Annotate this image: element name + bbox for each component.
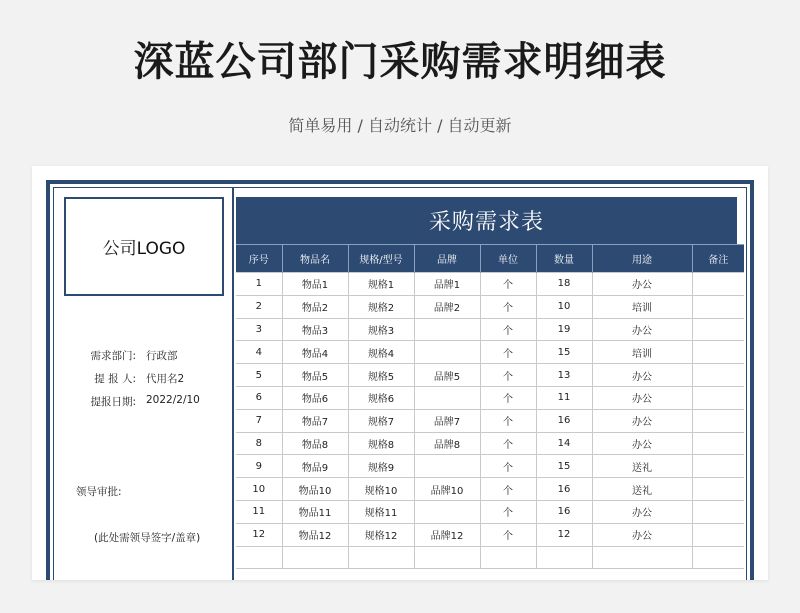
cell-spec: 规格3 — [348, 318, 414, 341]
inner-frame — [53, 187, 747, 580]
cell-quantity: 16 — [536, 478, 592, 501]
dept-label: 需求部门: — [90, 350, 136, 362]
cell-spec: 规格5 — [348, 364, 414, 387]
cell-item-name: 物品5 — [282, 364, 348, 387]
cell-remark — [692, 500, 744, 523]
page-title: 深蓝公司部门采购需求明细表 — [133, 39, 667, 85]
cell-purpose: 办公 — [592, 364, 692, 387]
cell-remark — [692, 386, 744, 409]
cell-remark — [692, 455, 744, 478]
cell-purpose: 送礼 — [592, 478, 692, 501]
cell-item-name: 物品1 — [282, 273, 348, 296]
cell-quantity: 16 — [536, 409, 592, 432]
table-row — [236, 341, 744, 364]
column-header-item-name: 物品名 — [282, 245, 348, 273]
reporter-value: 代用名2 — [146, 373, 185, 385]
cell-item-name: 物品12 — [282, 523, 348, 546]
dept-value: 行政部 — [146, 350, 178, 362]
table-row — [236, 455, 744, 478]
approve-label: 领导审批: — [76, 486, 122, 498]
column-header-remark: 备注 — [692, 245, 744, 273]
cell-brand: 品牌12 — [414, 523, 480, 546]
cell-spec — [348, 546, 414, 569]
column-header-quantity: 数量 — [536, 245, 592, 273]
cell-spec: 规格1 — [348, 273, 414, 296]
cell-quantity: 19 — [536, 318, 592, 341]
cell-unit: 个 — [480, 432, 536, 455]
cell-spec: 规格8 — [348, 432, 414, 455]
cell-remark — [692, 273, 744, 296]
cell-item-name: 物品2 — [282, 295, 348, 318]
cell-index: 8 — [236, 432, 282, 455]
table-row — [236, 432, 744, 455]
cell-brand: 品牌10 — [414, 478, 480, 501]
cell-unit: 个 — [480, 364, 536, 387]
cell-brand — [414, 318, 480, 341]
cell-quantity: 16 — [536, 500, 592, 523]
document-card — [32, 166, 768, 580]
cell-purpose — [592, 546, 692, 569]
cell-quantity: 10 — [536, 295, 592, 318]
cell-index: 4 — [236, 341, 282, 364]
cell-remark — [692, 318, 744, 341]
cell-remark — [692, 478, 744, 501]
cell-index: 6 — [236, 386, 282, 409]
cell-remark — [692, 523, 744, 546]
cell-unit: 个 — [480, 478, 536, 501]
cell-index: 3 — [236, 318, 282, 341]
cell-quantity: 14 — [536, 432, 592, 455]
table-row — [236, 386, 744, 409]
cell-item-name: 物品7 — [282, 409, 348, 432]
table-row — [236, 295, 744, 318]
left-info-panel — [54, 188, 234, 580]
cell-brand — [414, 386, 480, 409]
cell-quantity: 13 — [536, 364, 592, 387]
cell-spec: 规格7 — [348, 409, 414, 432]
purchase-table — [236, 244, 744, 569]
seal-note: (此处需领导签字/盖章) — [94, 532, 201, 544]
cell-unit: 个 — [480, 455, 536, 478]
cell-remark — [692, 546, 744, 569]
cell-remark — [692, 295, 744, 318]
outer-frame — [46, 180, 754, 580]
cell-purpose: 办公 — [592, 432, 692, 455]
cell-quantity — [536, 546, 592, 569]
purchase-table-panel — [236, 197, 737, 580]
table-row — [236, 364, 744, 387]
cell-purpose: 办公 — [592, 523, 692, 546]
cell-index: 9 — [236, 455, 282, 478]
reporter-label: 提 报 人: — [94, 373, 136, 385]
cell-unit — [480, 546, 536, 569]
cell-remark — [692, 432, 744, 455]
cell-purpose: 办公 — [592, 273, 692, 296]
cell-brand — [414, 546, 480, 569]
table-row — [236, 546, 744, 569]
cell-quantity: 11 — [536, 386, 592, 409]
cell-spec: 规格6 — [348, 386, 414, 409]
cell-quantity: 12 — [536, 523, 592, 546]
cell-item-name: 物品3 — [282, 318, 348, 341]
cell-purpose: 办公 — [592, 409, 692, 432]
table-header-row — [236, 245, 744, 273]
cell-brand: 品牌7 — [414, 409, 480, 432]
cell-brand — [414, 500, 480, 523]
cell-unit: 个 — [480, 273, 536, 296]
cell-index: 5 — [236, 364, 282, 387]
cell-unit: 个 — [480, 341, 536, 364]
cell-item-name: 物品10 — [282, 478, 348, 501]
table-body — [236, 273, 744, 569]
cell-purpose: 培训 — [592, 341, 692, 364]
cell-unit: 个 — [480, 295, 536, 318]
cell-brand — [414, 341, 480, 364]
cell-item-name — [282, 546, 348, 569]
page-subtitle: 简单易用 / 自动统计 / 自动更新 — [288, 116, 512, 135]
cell-unit: 个 — [480, 318, 536, 341]
cell-brand: 品牌1 — [414, 273, 480, 296]
column-header-unit: 单位 — [480, 245, 536, 273]
table-title: 采购需求表 — [236, 197, 737, 244]
cell-index: 10 — [236, 478, 282, 501]
cell-remark — [692, 341, 744, 364]
cell-brand: 品牌5 — [414, 364, 480, 387]
cell-unit: 个 — [480, 523, 536, 546]
cell-index: 2 — [236, 295, 282, 318]
cell-unit: 个 — [480, 409, 536, 432]
table-row — [236, 523, 744, 546]
cell-index — [236, 546, 282, 569]
cell-index: 12 — [236, 523, 282, 546]
cell-quantity: 18 — [536, 273, 592, 296]
column-header-brand: 品牌 — [414, 245, 480, 273]
cell-brand: 品牌8 — [414, 432, 480, 455]
column-header-index: 序号 — [236, 245, 282, 273]
cell-item-name: 物品4 — [282, 341, 348, 364]
column-header-spec: 规格/型号 — [348, 245, 414, 273]
cell-item-name: 物品8 — [282, 432, 348, 455]
company-logo: 公司LOGO — [64, 197, 224, 296]
cell-remark — [692, 364, 744, 387]
cell-item-name: 物品11 — [282, 500, 348, 523]
cell-spec: 规格4 — [348, 341, 414, 364]
cell-purpose: 送礼 — [592, 455, 692, 478]
column-header-purpose: 用途 — [592, 245, 692, 273]
cell-item-name: 物品6 — [282, 386, 348, 409]
cell-index: 1 — [236, 273, 282, 296]
cell-index: 11 — [236, 500, 282, 523]
cell-purpose: 办公 — [592, 386, 692, 409]
cell-item-name: 物品9 — [282, 455, 348, 478]
cell-unit: 个 — [480, 386, 536, 409]
table-row — [236, 478, 744, 501]
table-row — [236, 318, 744, 341]
cell-quantity: 15 — [536, 455, 592, 478]
cell-quantity: 15 — [536, 341, 592, 364]
cell-unit: 个 — [480, 500, 536, 523]
cell-purpose: 办公 — [592, 318, 692, 341]
cell-spec: 规格2 — [348, 295, 414, 318]
cell-brand — [414, 455, 480, 478]
date-label: 提报日期: — [90, 396, 136, 408]
cell-brand: 品牌2 — [414, 295, 480, 318]
date-value: 2022/2/10 — [146, 394, 200, 406]
table-row — [236, 409, 744, 432]
cell-remark — [692, 409, 744, 432]
table-row — [236, 500, 744, 523]
cell-purpose: 培训 — [592, 295, 692, 318]
cell-spec: 规格11 — [348, 500, 414, 523]
table-row — [236, 273, 744, 296]
cell-spec: 规格12 — [348, 523, 414, 546]
cell-purpose: 办公 — [592, 500, 692, 523]
cell-spec: 规格10 — [348, 478, 414, 501]
cell-index: 7 — [236, 409, 282, 432]
cell-spec: 规格9 — [348, 455, 414, 478]
